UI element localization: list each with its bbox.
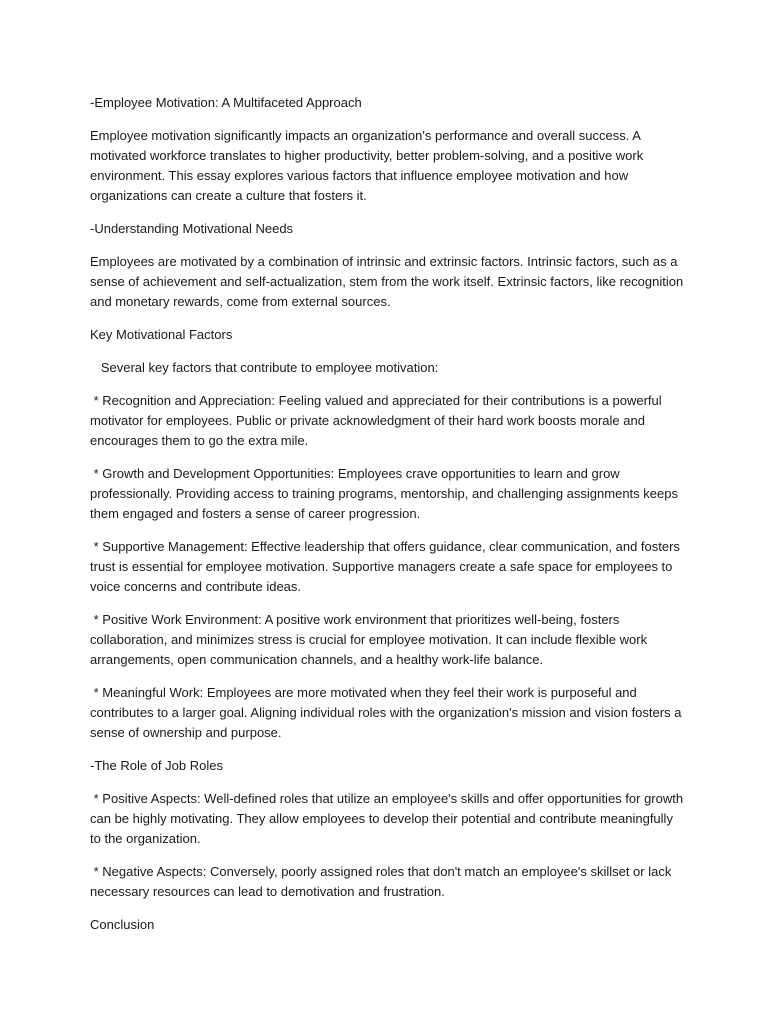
section-heading-job-roles: -The Role of Job Roles xyxy=(90,758,223,773)
document-title: -Employee Motivation: A Multifaceted Approach xyxy=(90,95,362,110)
list-item-work-environment: * Positive Work Environment: A positive work environment that prioritizes well-being, fosters collaboration, and minimizes stress is crucial for employee motivation. It can include flexible work arrangements, open communication channels, and a healthy work-life balance. xyxy=(90,612,651,667)
list-item-growth: * Growth and Development Opportunities: Employees crave opportunities to learn and grow professionally. Providing access to training programs, mentorship, and challenging assignments keeps them engaged and fosters a sense of career progression. xyxy=(90,466,682,521)
section-heading-conclusion: Conclusion xyxy=(90,917,155,932)
motivational-needs-paragraph: Employees are motivated by a combination of intrinsic and extrinsic factors. Intrinsic factors, such as a sense of achievement and self-actualization, stem from the work itself. Extrinsic factors, like recognition and monetary rewards, come from external sources. xyxy=(90,254,687,309)
list-item-recognition: * Recognition and Appreciation: Feeling valued and appreciated for their contributions is a powerful motivator for employees. Public or private acknowledgment of their hard work boosts morale and encourages them to go the extra mile. xyxy=(90,393,666,448)
intro-paragraph: Employee motivation significantly impacts an organization's performance and overall success. A motivated workforce translates to higher productivity, better problem-solving, and a positive work environment. This essay explores various factors that influence employee motivation and how organizations can create a culture that fosters it. xyxy=(90,128,647,203)
section-heading-motivational-needs: -Understanding Motivational Needs xyxy=(90,221,294,236)
list-item-meaningful-work: * Meaningful Work: Employees are more motivated when they feel their work is purposeful and contributes to a larger goal. Aligning individual roles with the organization's mission and vision fosters a sense of ownership and purpose. xyxy=(90,685,686,740)
section-heading-key-factors: Key Motivational Factors xyxy=(90,327,233,342)
list-item-supportive-management: * Supportive Management: Effective leadership that offers guidance, clear communication, and fosters trust is essential for employee motivation. Supportive managers create a safe space for employees to voice concerns and contribute ideas. xyxy=(90,539,684,594)
list-item-negative-aspects: * Negative Aspects: Conversely, poorly assigned roles that don't match an employee's skillset or lack necessary resources can lead to demotivation and frustration. xyxy=(90,864,675,899)
key-factors-lead: Several key factors that contribute to employee motivation: xyxy=(90,360,439,375)
list-item-positive-aspects: * Positive Aspects: Well-defined roles that utilize an employee's skills and offer opportunities for growth can be highly motivating. They allow employees to develop their potential and contribute meaningfully to the organization. xyxy=(90,791,687,846)
